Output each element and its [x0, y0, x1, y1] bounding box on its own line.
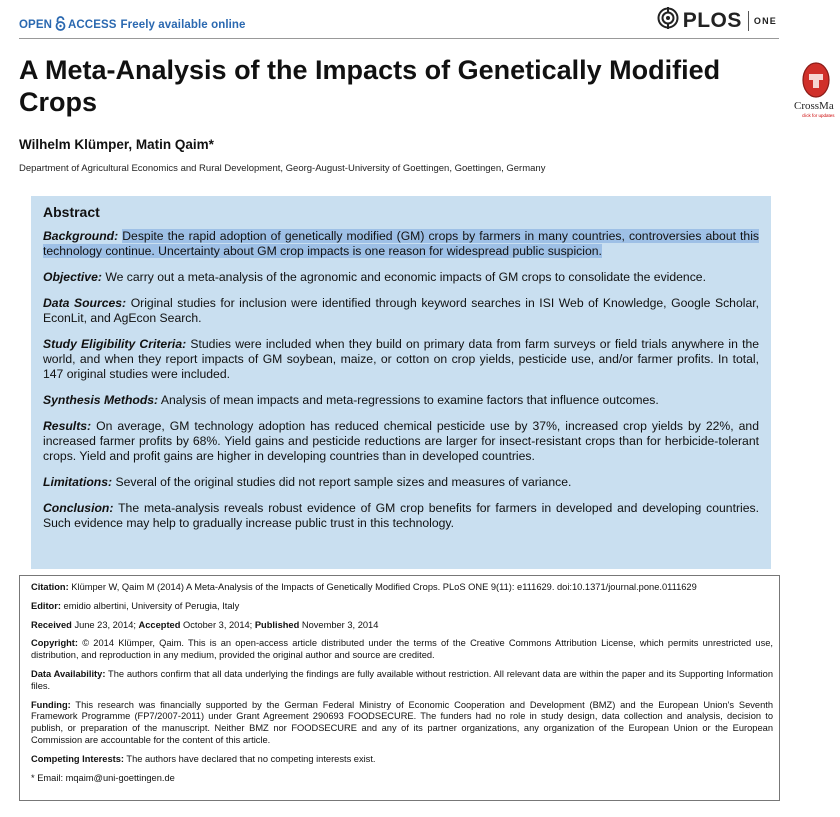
editor — [31, 601, 773, 613]
published-label: Published — [254, 619, 300, 630]
objective-text: We carry out a meta-analysis of the agronomic and economic impacts of GM crops to consolidate the evidence. — [105, 270, 706, 284]
article-title: A Meta-Analysis of the Impacts of Genetically Modified Crops — [19, 55, 721, 117]
background-label: Background: — [43, 229, 119, 243]
open-access-lock-icon — [55, 16, 66, 34]
affiliation: Department of Agricultural Economics and Rural Development, Georg-August-University of Goettingen, Goettingen, Germany — [19, 163, 546, 174]
logo-divider — [748, 11, 749, 31]
copyright-label: Copyright: — [31, 638, 78, 649]
abstract-eligibility — [43, 337, 759, 382]
crossmark-badge[interactable] — [794, 60, 840, 122]
competing-text: The authors have declared that no competing interests exist. — [126, 753, 376, 764]
results-label: Results: — [43, 419, 92, 433]
data-availability — [31, 669, 773, 693]
abstract-heading: Abstract — [43, 204, 100, 220]
plos-brand: PLOS — [682, 8, 742, 32]
article-info-box — [19, 575, 780, 801]
abstract-data-sources — [43, 296, 759, 326]
open-access-badge[interactable] — [19, 16, 246, 34]
citation-text[interactable]: Klümper W, Qaim M (2014) A Meta-Analysis of the Impacts of Genetically Modified Crops. PLoS ONE 9(11): e111629. doi:10.1371/journal.pone.0111629 — [71, 582, 697, 592]
copyright-text: © 2014 Klümper, Qaim. This is an open-access article distributed under the terms of the Creative Commons Attribution License, which permits unrestricted use, distribution, and reproduction in any medium, provided the original author and source are credited. — [31, 638, 773, 661]
citation-label: Citation: — [31, 582, 69, 592]
competing-interests — [31, 754, 773, 766]
competing-label: Competing Interests: — [31, 753, 124, 764]
limitations-text: Several of the original studies did not report sample sizes and measures of variance. — [115, 475, 572, 489]
funding-label: Funding: — [31, 699, 71, 710]
crossmark-icon — [794, 60, 838, 100]
abstract-background — [43, 229, 759, 259]
eligibility-label: Study Eligibility Criteria: — [43, 337, 187, 351]
crossmark-label: CrossMa — [794, 100, 834, 112]
availability-text: The authors confirm that all data underlying the findings are fully available without restriction. All relevant data are within the paper and its Supporting Information files. — [31, 668, 773, 691]
author-list: Wilhelm Klümper, Matin Qaim* — [19, 137, 214, 152]
corresponding-email[interactable]: * Email: mqaim@uni-goettingen.de — [31, 772, 175, 783]
background-text[interactable]: Despite the rapid adoption of genetically modified (GM) crops by farmers in many countries, controversies about this technology continue. Uncertainty about GM crop impacts is one reason for widespread public suspicion. — [43, 229, 760, 258]
availability-label: Data Availability: — [31, 668, 106, 679]
editor-label: Editor: — [31, 600, 61, 611]
abstract-objective — [43, 270, 759, 285]
received-label: Received — [31, 619, 72, 630]
synthesis-label: Synthesis Methods: — [43, 393, 159, 407]
abstract-results — [43, 419, 759, 464]
accepted-date: October 3, 2014; — [183, 619, 253, 630]
citation — [31, 582, 773, 594]
objective-label: Objective: — [43, 270, 102, 284]
sources-label: Data Sources: — [43, 296, 127, 310]
funding-text: This research was financially supported by the German Federal Ministry of Economic Cooperation and Development (BMZ) and the European Union's Seventh Framework Programme (FP7/2007-2011) under Grant Agreement 290693 FOODSECURE. The funders had no role in study design, data collection and analysis, decision to publish, or preparation of the manuscript. Neither BMZ nor FOODSECURE and any of its partner organizations, any organization of the European Union or the European Commission are accountable for the content of this article. — [31, 699, 773, 745]
conclusion-label: Conclusion: — [43, 501, 114, 515]
accepted-label: Accepted — [138, 619, 181, 630]
plos-logo-icon — [657, 7, 679, 34]
dates — [31, 620, 773, 632]
access-label: ACCESS — [68, 19, 117, 31]
copyright — [31, 638, 773, 662]
eligibility-text: Studies were included when they build on primary data from farm surveys or field trials anywhere in the world, and when they report impacts of GM soybean, maize, or cotton on crop yields, pesticide use, and/or farmer profits. In total, 147 original studies were included. — [43, 337, 760, 381]
funding — [31, 700, 773, 747]
results-text: On average, GM technology adoption has reduced chemical pesticide use by 37%, increased crop yields by 22%, and increased farmer profits by 68%. Yield gains and pesticide reductions are larger for insect-resistant crops than for herbicide-tolerant crops. Yield and profit gains are higher in developing countries than in developed countries. — [43, 419, 759, 463]
synthesis-text: Analysis of mean impacts and meta-regressions to examine factors that influence outcomes. — [160, 393, 659, 407]
freely-available-label: Freely available online — [120, 19, 246, 31]
journal-header — [19, 6, 779, 34]
abstract-synthesis — [43, 393, 759, 408]
crossmark-sub: click for updates — [802, 113, 835, 118]
editor-text: emidio albertini, University of Perugia, Italy — [63, 600, 240, 611]
journal-name: ONE — [753, 15, 777, 26]
sources-text: Original studies for inclusion were identified through keyword searches in ISI Web of Knowledge, Google Scholar, EconLit, and AgEcon Search. — [43, 296, 759, 325]
abstract-limitations — [43, 475, 759, 490]
abstract-conclusion — [43, 501, 759, 531]
published-date: November 3, 2014 — [301, 619, 379, 630]
conclusion-text: The meta-analysis reveals robust evidence of GM crop benefits for farmers in developed and developing countries. Such evidence may help to gradually increase public trust in this technology. — [43, 501, 759, 530]
received-date: June 23, 2014; — [74, 619, 136, 630]
open-label: OPEN — [19, 19, 52, 31]
plos-one-logo[interactable] — [657, 7, 777, 34]
header-divider — [19, 38, 779, 39]
limitations-label: Limitations: — [43, 475, 113, 489]
abstract-box — [31, 196, 771, 569]
